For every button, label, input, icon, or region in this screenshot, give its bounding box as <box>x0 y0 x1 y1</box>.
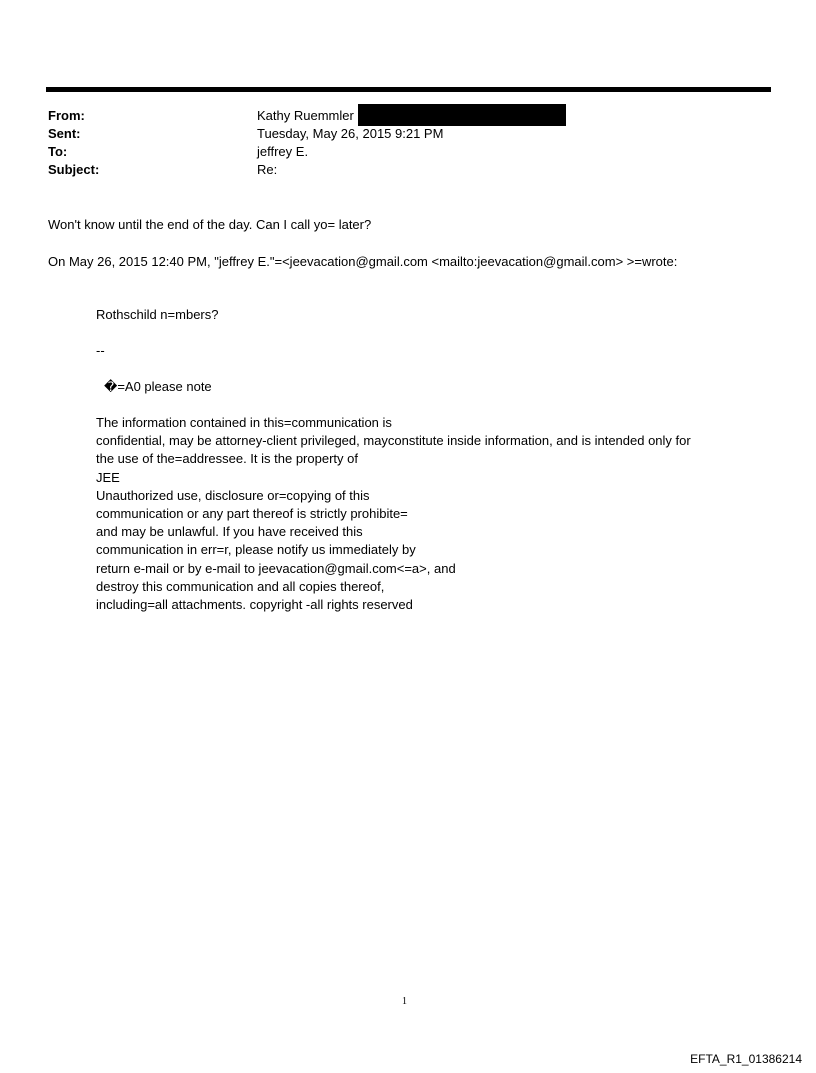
sent-value: Tuesday, May 26, 2015 9:21 PM <box>257 126 444 141</box>
disclaimer-line: communication or any part thereof is strictly prohibite= <box>96 506 408 522</box>
confidentiality-disclaimer <box>96 414 691 614</box>
redaction-block <box>358 104 566 126</box>
disclaimer-line: Unauthorized use, disclosure or=copying of this <box>96 487 370 503</box>
to-label: To: <box>48 144 68 159</box>
disclaimer-line: communication in err=r, please notify us immediately by <box>96 542 416 558</box>
sent-label: Sent: <box>48 126 81 141</box>
disclaimer-line: JEE <box>96 469 120 485</box>
subject-value: Re: <box>257 162 278 177</box>
to-value: jeffrey E. <box>257 144 309 159</box>
page-number: 1 <box>402 996 407 1007</box>
disclaimer-line: including=all attachments. copyright -all rights reserved <box>96 597 413 613</box>
disclaimer-line: return e-mail or by e-mail to jeevacation@gmail.com<=a>, and <box>96 560 456 576</box>
document-id: EFTA_R1_01386214 <box>690 1052 802 1066</box>
signature-separator: -- <box>96 343 105 358</box>
please-note: �=A0 please note <box>104 379 212 394</box>
from-label: From: <box>48 108 85 123</box>
reply-text: Won't know until the end of the day. Can I call yo= later? <box>48 217 372 232</box>
quoted-message: Rothschild n=mbers? <box>96 307 219 322</box>
header-rule <box>46 87 771 92</box>
disclaimer-line: The information contained in this=communication is <box>96 415 392 430</box>
from-value: Kathy Ruemmler <box>257 108 354 123</box>
disclaimer-line: destroy this communication and all copies thereof, <box>96 578 385 594</box>
disclaimer-line: and may be unlawful. If you have received this <box>96 524 363 540</box>
disclaimer-line: confidential, may be attorney-client privileged, mayconstitute inside information, and is intended only for <box>96 433 691 449</box>
quote-intro: On May 26, 2015 12:40 PM, "jeffrey E."=<jeevacation@gmail.com <mailto:jeevacation@gmail.com> >=wrote: <box>48 254 678 269</box>
subject-label: Subject: <box>48 162 100 177</box>
disclaimer-line: the use of the=addressee. It is the property of <box>96 451 358 467</box>
